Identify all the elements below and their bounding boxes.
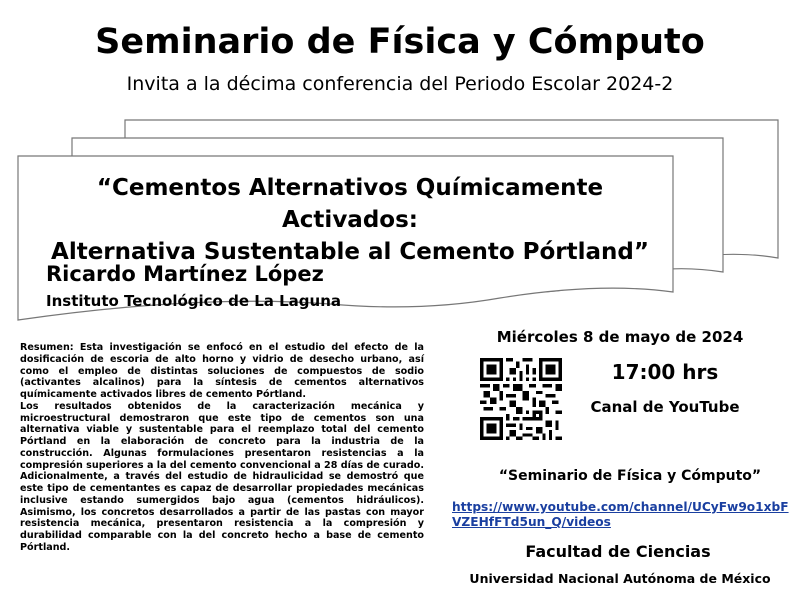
event-date: Miércoles 8 de mayo de 2024	[496, 328, 744, 346]
event-time: 17:00 hrs	[611, 360, 719, 384]
seminar-title: Seminario de Física y Cómputo	[95, 22, 705, 62]
seminar-subtitle: Invita a la décima conferencia del Periodo Escolar 2024-2	[126, 73, 674, 95]
speaker-name: Ricardo Martínez López	[46, 262, 324, 286]
abstract	[20, 342, 424, 554]
talk-title-line-1: “Cementos Alternativos Químicamente Activados:	[96, 175, 604, 233]
talk-title-line-2: Alternativa Sustentable al Cemento Pórtland”	[51, 239, 649, 265]
event-channel: Canal de YouTube	[590, 398, 740, 416]
speaker-institution: Instituto Tecnológico de La Laguna	[46, 292, 342, 310]
abstract-paragraph-1: Resumen: Esta investigación se enfocó en el estudio del efecto de la dosificación de escoria de alto horno y vidrio de desecho urbano, así como el empleo de distintas soluciones de compuestos de sodio (activantes alcalinos) para la síntesis de cementos alternativos químicamente activados libres de cemento Pórtland.	[20, 342, 424, 400]
youtube-channel-link[interactable]: https://www.youtube.com/channel/UCyFw9o1xbFVZEHfFTd5un_Q/videos	[452, 500, 789, 529]
abstract-paragraph-2: Los resultados obtenidos de la caracterización mecánica y microestructural demostraron que este tipo de cementos son una alternativa viable y sustentable para el reemplazo total del cemento Pórtland en la elaboración de concreto para la industria de la construcción. Algunas formulaciones presentaron resistencias a la compresión superiores a la del cemento convencional a 28 días de curado. Adicionalmente, a través del estudio de hidraulicidad se demostró que este tipo de cementantes es capaz de desarrollar propiedades mecánicas inclusive estando sumergidos bajo agua (cementos hidráulicos). Asimismo, los concretos desarrollados a partir de las pastas con mayor resistencia mecánica, presentaron resistencia a la compresión y durabilidad comparable con la del concreto hecho a base de cemento Pórtland.	[20, 400, 424, 553]
qr-code-icon[interactable]	[480, 358, 562, 440]
channel-name: “Seminario de Física y Cómputo”	[498, 468, 762, 484]
faculty-name: Facultad de Ciencias	[525, 542, 711, 561]
university-name: Universidad Nacional Autónoma de México	[469, 571, 771, 586]
talk-title	[25, 172, 675, 268]
